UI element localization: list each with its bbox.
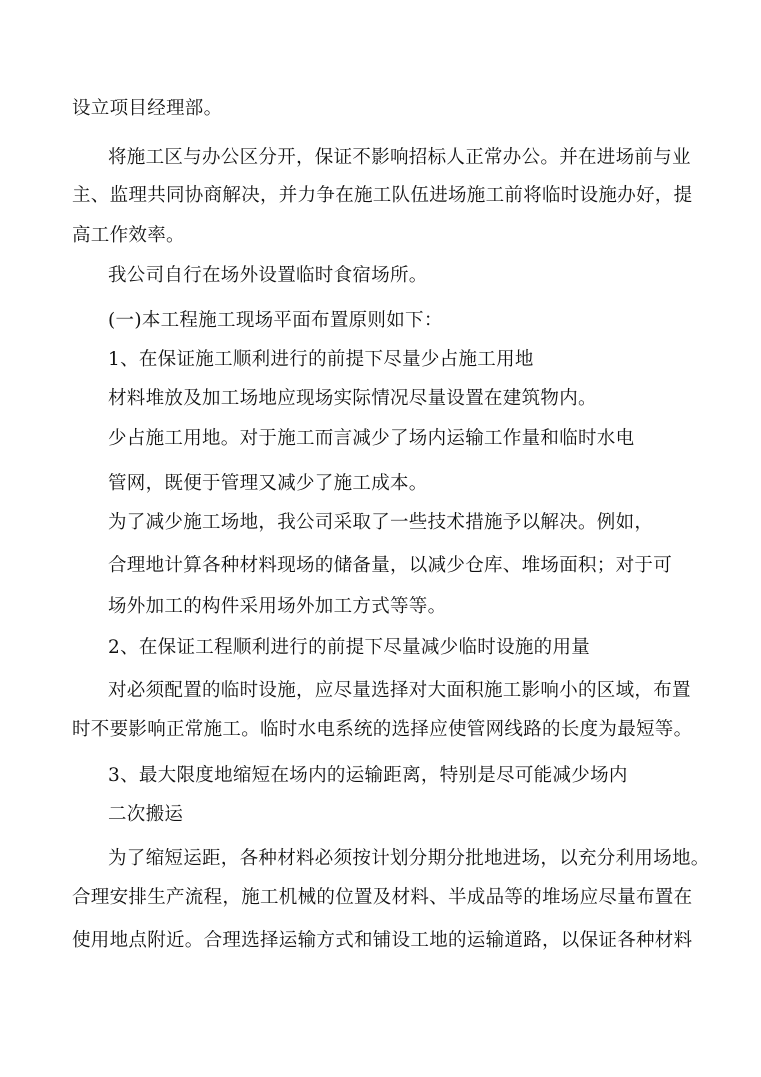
- text-line: 合理地计算各种材料现场的储备量，以减少仓库、堆场面积；对于可: [108, 555, 673, 576]
- text-line: 2、在保证工程顺利进行的前提下尽量减少临时设施的用量: [108, 637, 591, 658]
- text-line: 我公司自行在场外设置临时食宿场所。: [108, 265, 428, 286]
- text-line: 为了缩短运距，各种材料必须按计划分期分批地进场，以充分利用场地。: [108, 848, 710, 869]
- text-line: 时不要影响正常施工。临时水电系统的选择应使管网线路的长度为最短等。: [72, 719, 693, 740]
- text-line: 二次搬运: [108, 804, 184, 825]
- text-line: 少占施工用地。对于施工而言减少了场内运输工作量和临时水电: [108, 428, 635, 449]
- text-line: 主、监理共同协商解决，并力争在施工队伍进场施工前将临时设施办好，提: [72, 185, 693, 206]
- text-line: (一)本工程施工现场平面布置原则如下：: [108, 310, 443, 331]
- text-line: 将施工区与办公区分开，保证不影响招标人正常办公。并在进场前与业: [108, 147, 691, 168]
- text-line: 合理安排生产流程，施工机械的位置及材料、半成品等的堆场应尽量布置在: [72, 887, 693, 908]
- text-line: 3、最大限度地缩短在场内的运输距离，特别是尽可能减少场内: [108, 765, 628, 786]
- text-line: 设立项目经理部。: [72, 98, 223, 119]
- text-line: 管网，既便于管理又减少了施工成本。: [108, 473, 428, 494]
- text-line: 对必须配置的临时设施，应尽量选择对大面积施工影响小的区域，布置: [108, 680, 691, 701]
- text-line: 1、在保证施工顺利进行的前提下尽量少占施工用地: [108, 349, 534, 370]
- text-line: 场外加工的构件采用场外加工方式等等。: [108, 596, 447, 617]
- text-line: 高工作效率。: [72, 225, 185, 246]
- text-line: 为了减少施工场地，我公司采取了一些技术措施予以解决。例如，: [108, 512, 654, 533]
- text-line: 材料堆放及加工场地应现场实际情况尽量设置在建筑物内。: [108, 388, 597, 409]
- text-line: 使用地点附近。合理选择运输方式和铺设工地的运输道路，以保证各种材料: [72, 930, 693, 951]
